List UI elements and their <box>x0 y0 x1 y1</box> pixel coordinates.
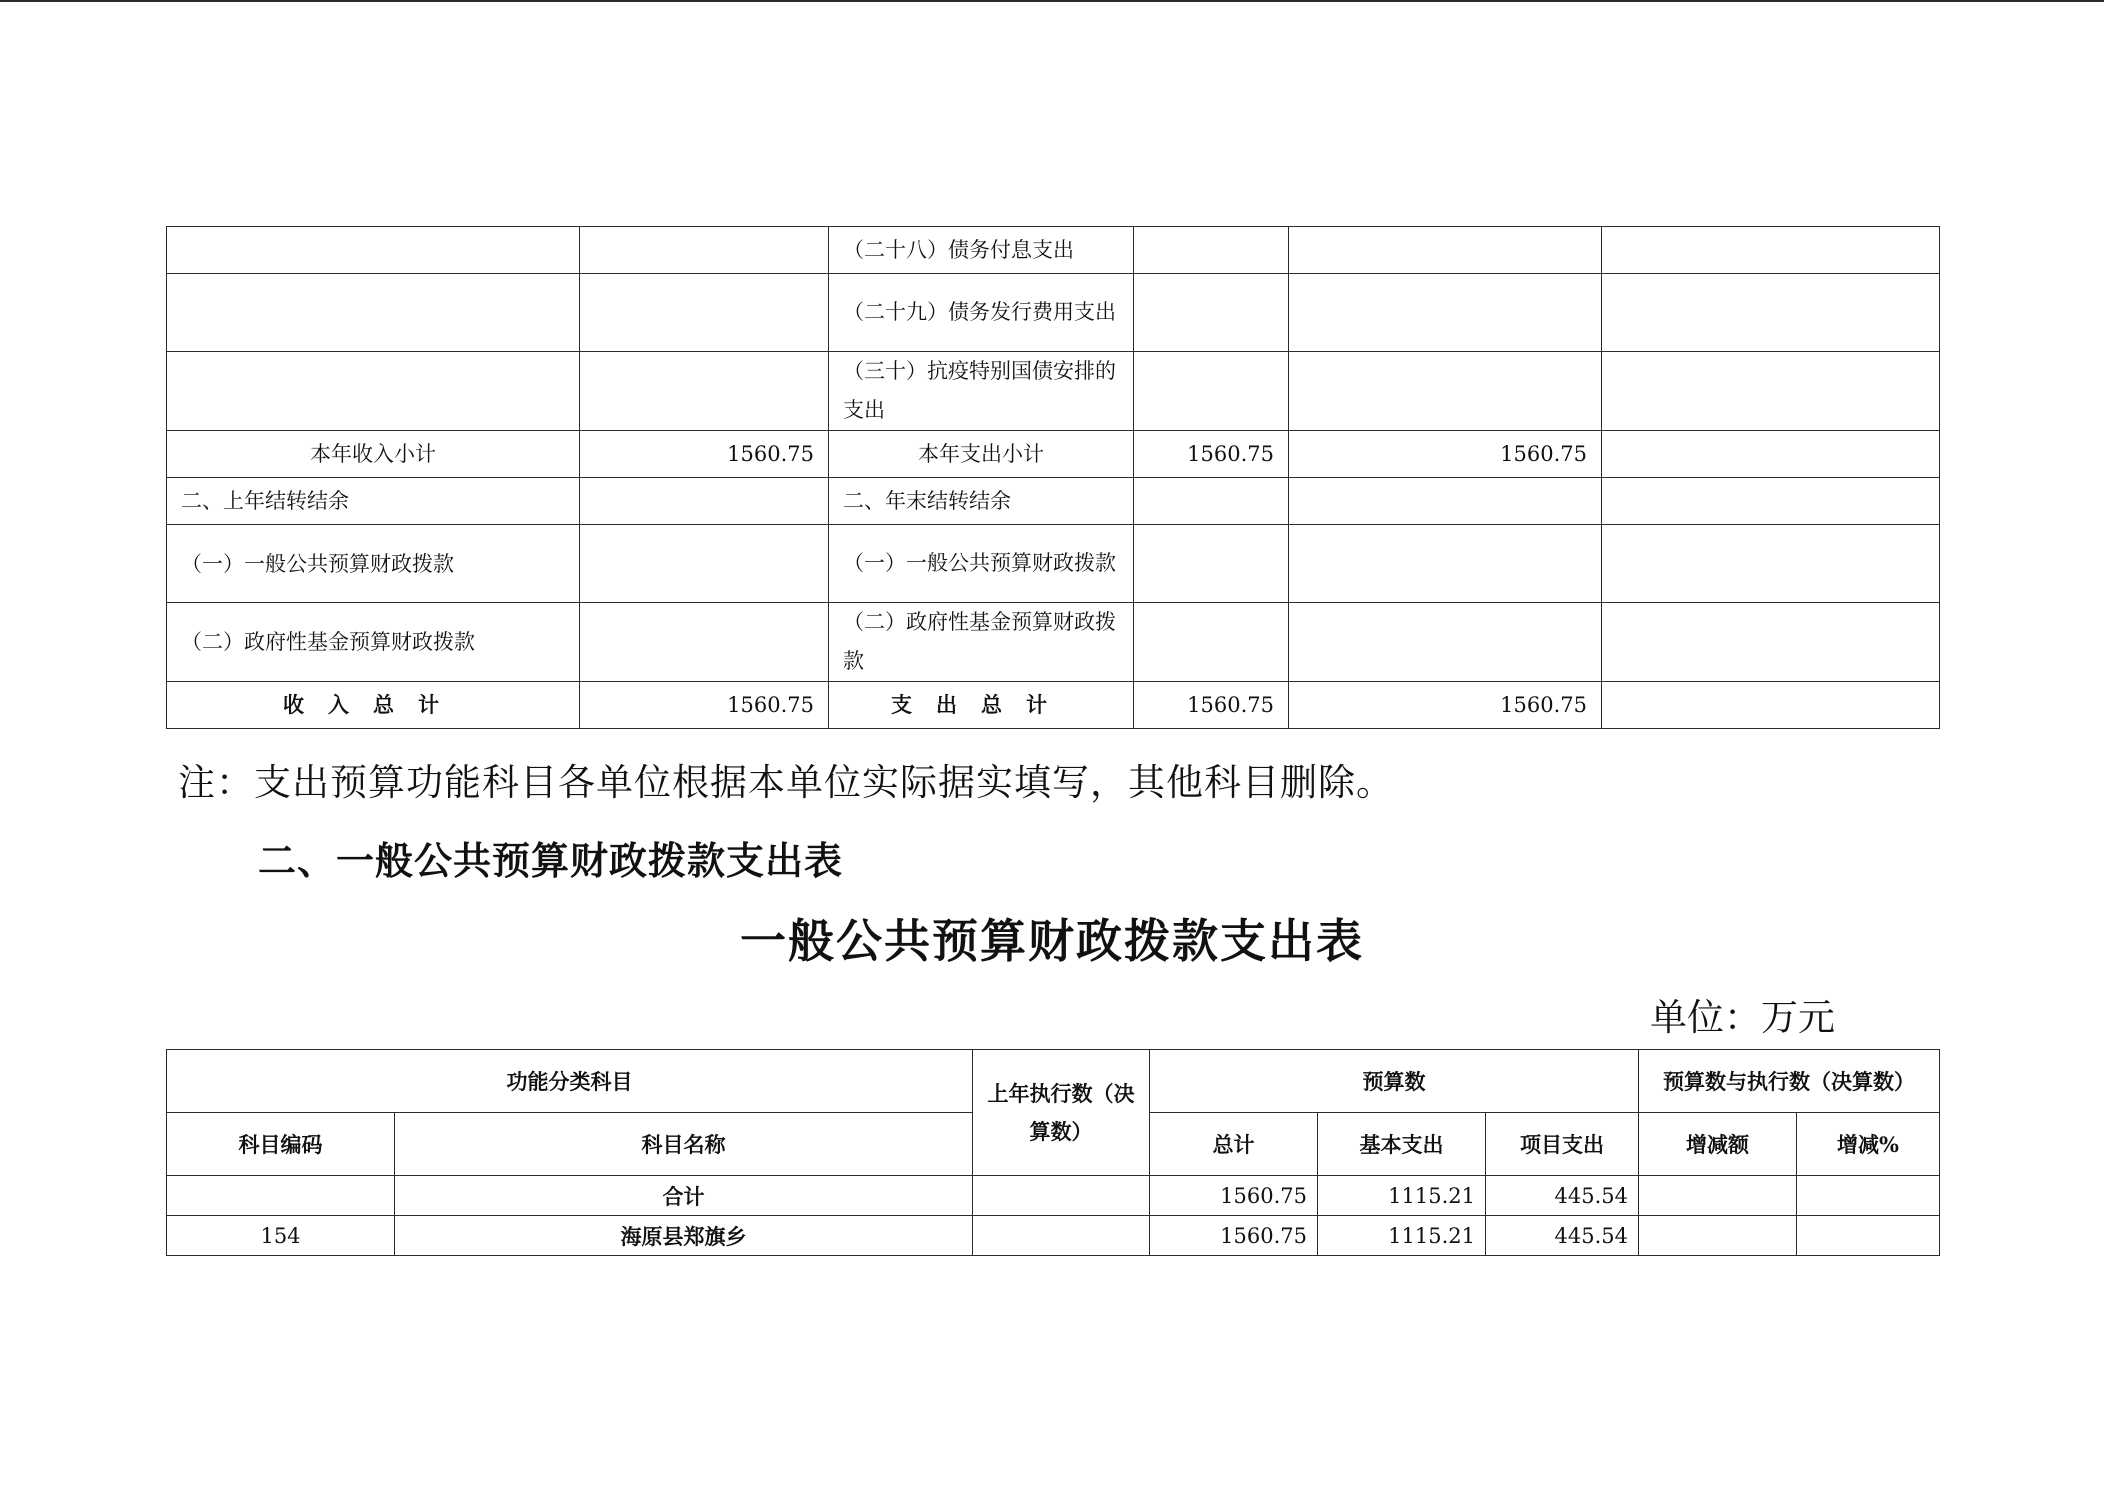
cell-prev <box>973 1176 1150 1216</box>
expense-other <box>1602 682 1940 729</box>
table-row <box>167 1176 1940 1216</box>
header-function-category: 功能分类科目 <box>167 1050 973 1113</box>
expense-general <box>1289 603 1602 682</box>
note-text: 注：支出预算功能科目各单位根据本单位实际据实填写，其他科目删除。 <box>178 761 1394 804</box>
income-item: 本年收入小计 <box>167 431 580 478</box>
expense-total <box>1134 227 1289 274</box>
income-amount <box>580 274 829 352</box>
table-row <box>167 525 1940 603</box>
expense-item: （一）一般公共预算财政拨款 <box>829 525 1134 603</box>
expense-item: （二十九）债务发行费用支出 <box>829 274 1134 352</box>
cell-prev <box>973 1216 1150 1256</box>
expense-total: 1560.75 <box>1134 682 1289 729</box>
cell-change-pct <box>1797 1176 1940 1216</box>
income-item <box>167 227 580 274</box>
header-name: 科目名称 <box>395 1113 973 1176</box>
section-title: 二、一般公共预算财政拨款支出表 <box>258 838 844 883</box>
expense-other <box>1602 227 1940 274</box>
income-amount <box>580 227 829 274</box>
header-prev-year-exec: 上年执行数（决算数） <box>973 1050 1150 1176</box>
expense-general <box>1289 525 1602 603</box>
expense-other <box>1602 274 1940 352</box>
income-amount <box>580 352 829 431</box>
cell-change-amount <box>1639 1176 1797 1216</box>
unit-label: 单位：万元 <box>1650 996 1835 1039</box>
income-amount <box>580 603 829 682</box>
expense-item: （二）政府性基金预算财政拨款 <box>829 603 1134 682</box>
expense-other <box>1602 478 1940 525</box>
expense-item: 本年支出小计 <box>829 431 1134 478</box>
expense-grand-total-label: 支出总计 <box>829 682 1134 729</box>
income-item: （二）政府性基金预算财政拨款 <box>167 603 580 682</box>
expense-general <box>1289 274 1602 352</box>
income-expense-table <box>166 226 1940 729</box>
expense-general: 1560.75 <box>1289 431 1602 478</box>
income-amount <box>580 525 829 603</box>
expense-total: 1560.75 <box>1134 431 1289 478</box>
expense-other <box>1602 431 1940 478</box>
table-row <box>167 1216 1940 1256</box>
expense-item: 二、年末结转结余 <box>829 478 1134 525</box>
header-budget: 预算数 <box>1150 1050 1639 1113</box>
header-row <box>167 1050 1940 1113</box>
cell-name: 合计 <box>395 1176 973 1216</box>
cell-code: 154 <box>167 1216 395 1256</box>
header-comparison: 预算数与执行数（决算数） <box>1639 1050 1940 1113</box>
general-budget-expense-table <box>166 1049 1940 1256</box>
cell-change-amount <box>1639 1216 1797 1256</box>
cell-basic: 1115.21 <box>1318 1176 1486 1216</box>
cell-code <box>167 1176 395 1216</box>
table-row <box>167 352 1940 431</box>
expense-total <box>1134 352 1289 431</box>
expense-item: （三十）抗疫特别国债安排的支出 <box>829 352 1134 431</box>
expense-other <box>1602 525 1940 603</box>
expense-other <box>1602 603 1940 682</box>
income-item: 二、上年结转结余 <box>167 478 580 525</box>
expense-total <box>1134 525 1289 603</box>
expense-item: （二十八）债务付息支出 <box>829 227 1134 274</box>
cell-project: 445.54 <box>1486 1176 1639 1216</box>
income-item: （一）一般公共预算财政拨款 <box>167 525 580 603</box>
expense-general <box>1289 227 1602 274</box>
cell-total: 1560.75 <box>1150 1216 1318 1256</box>
page-title: 一般公共预算财政拨款支出表 <box>740 914 1364 968</box>
header-total: 总计 <box>1150 1113 1318 1176</box>
income-amount: 1560.75 <box>580 682 829 729</box>
income-amount <box>580 478 829 525</box>
income-item <box>167 274 580 352</box>
expense-total <box>1134 603 1289 682</box>
header-code: 科目编码 <box>167 1113 395 1176</box>
cell-project: 445.54 <box>1486 1216 1639 1256</box>
table-row <box>167 431 1940 478</box>
header-basic: 基本支出 <box>1318 1113 1486 1176</box>
expense-general <box>1289 478 1602 525</box>
expense-general: 1560.75 <box>1289 682 1602 729</box>
income-item <box>167 352 580 431</box>
expense-total <box>1134 478 1289 525</box>
header-change-amount: 增减额 <box>1639 1113 1797 1176</box>
income-amount: 1560.75 <box>580 431 829 478</box>
table-row <box>167 682 1940 729</box>
cell-basic: 1115.21 <box>1318 1216 1486 1256</box>
table-row <box>167 478 1940 525</box>
cell-total: 1560.75 <box>1150 1176 1318 1216</box>
expense-other <box>1602 352 1940 431</box>
table-row <box>167 227 1940 274</box>
expense-general <box>1289 352 1602 431</box>
expense-total <box>1134 274 1289 352</box>
income-grand-total-label: 收入总计 <box>167 682 580 729</box>
table-row <box>167 274 1940 352</box>
header-project: 项目支出 <box>1486 1113 1639 1176</box>
table-row <box>167 603 1940 682</box>
cell-name: 海原县郑旗乡 <box>395 1216 973 1256</box>
header-change-pct: 增减% <box>1797 1113 1940 1176</box>
cell-change-pct <box>1797 1216 1940 1256</box>
